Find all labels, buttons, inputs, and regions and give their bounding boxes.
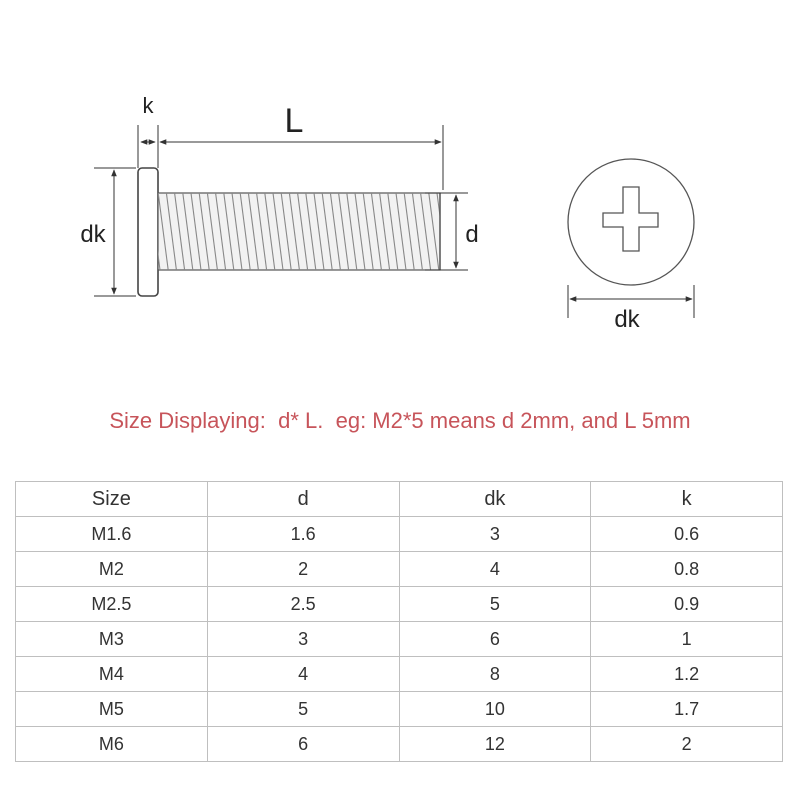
cell-dk: 4 xyxy=(399,552,591,587)
cell-k: 1.2 xyxy=(591,657,783,692)
table-row xyxy=(16,517,783,552)
header-d: d xyxy=(207,482,399,517)
d-label: d xyxy=(465,221,479,248)
header-k: k xyxy=(591,482,783,517)
size-note-prefix: Size Displaying: xyxy=(109,408,266,433)
screw-head-top xyxy=(568,159,694,285)
cell-d: 6 xyxy=(207,727,399,762)
screw-side-view xyxy=(138,168,455,296)
cell-size: M3 xyxy=(16,622,208,657)
cell-k: 1.7 xyxy=(591,692,783,727)
header-dk: dk xyxy=(399,482,591,517)
cell-d: 2.5 xyxy=(207,587,399,622)
cell-size: M4 xyxy=(16,657,208,692)
table-header-row xyxy=(16,482,783,517)
screw-head xyxy=(138,168,158,296)
cell-dk: 5 xyxy=(399,587,591,622)
cell-d: 3 xyxy=(207,622,399,657)
cell-d: 4 xyxy=(207,657,399,692)
cell-d: 5 xyxy=(207,692,399,727)
k-label: k xyxy=(142,93,154,118)
cell-d: 2 xyxy=(207,552,399,587)
size-note-formula: d* L. xyxy=(278,408,324,433)
cell-size: M5 xyxy=(16,692,208,727)
cell-size: M1.6 xyxy=(16,517,208,552)
header-size: Size xyxy=(16,482,208,517)
cell-k: 0.9 xyxy=(591,587,783,622)
table-row xyxy=(16,692,783,727)
size-table xyxy=(15,481,783,762)
cell-dk: 12 xyxy=(399,727,591,762)
cell-size: M2.5 xyxy=(16,587,208,622)
table-row xyxy=(16,727,783,762)
cell-k: 0.6 xyxy=(591,517,783,552)
cell-dk: 6 xyxy=(399,622,591,657)
cell-dk: 8 xyxy=(399,657,591,692)
L-label: L xyxy=(284,102,304,140)
k-dimension xyxy=(138,93,158,168)
cell-k: 1 xyxy=(591,622,783,657)
cell-dk: 3 xyxy=(399,517,591,552)
table-row xyxy=(16,552,783,587)
cell-k: 2 xyxy=(591,727,783,762)
screw-top-view xyxy=(568,159,694,333)
cell-size: M2 xyxy=(16,552,208,587)
cell-d: 1.6 xyxy=(207,517,399,552)
size-note-example: eg: M2*5 means d 2mm, and L 5mm xyxy=(335,408,691,433)
table-row xyxy=(16,657,783,692)
cell-k: 0.8 xyxy=(591,552,783,587)
length-dimension xyxy=(160,102,443,190)
cell-size: M6 xyxy=(16,727,208,762)
size-note xyxy=(0,408,800,434)
dk-top-label: dk xyxy=(614,306,640,333)
table-row xyxy=(16,622,783,657)
thread-line xyxy=(445,193,455,270)
dk-side-dimension xyxy=(80,168,136,296)
cell-dk: 10 xyxy=(399,692,591,727)
table-row xyxy=(16,587,783,622)
dk-side-label: dk xyxy=(80,221,106,248)
